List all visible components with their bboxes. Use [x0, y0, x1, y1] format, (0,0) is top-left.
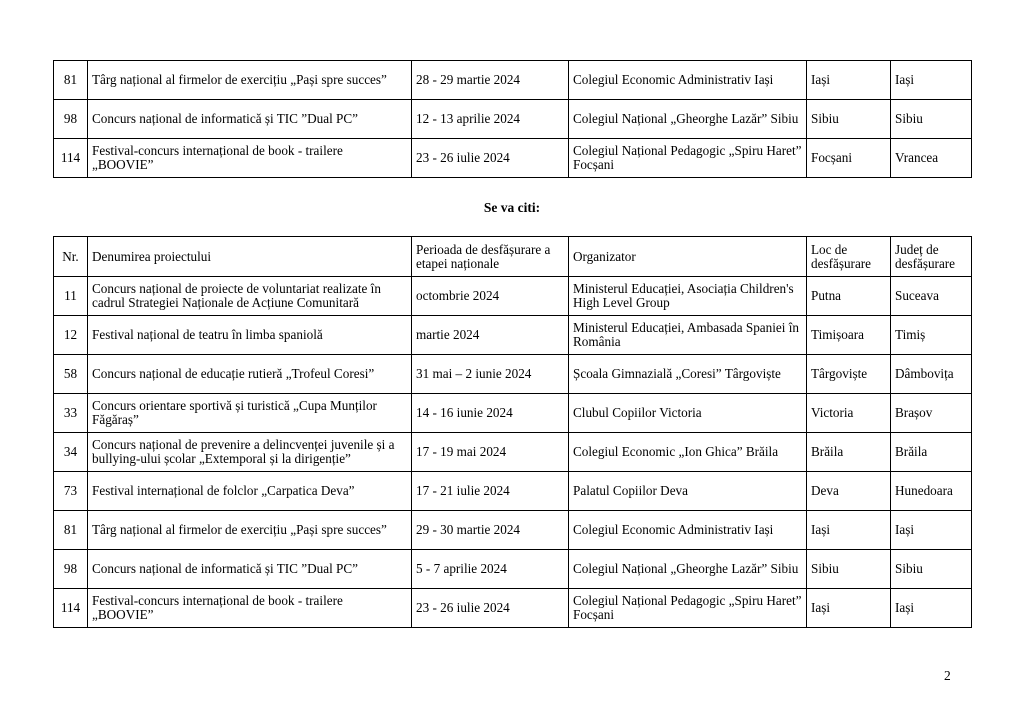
cell-county: Dâmbovița — [891, 355, 972, 394]
table-top — [53, 60, 972, 178]
table-row — [54, 355, 972, 394]
cell-organizer: Ministerul Educației, Ambasada Spaniei în România — [569, 316, 807, 355]
cell-county: Brăila — [891, 433, 972, 472]
cell-organizer: Colegiul Național „Gheorghe Lazăr” Sibiu — [569, 100, 807, 139]
cell-place: Putna — [807, 277, 891, 316]
cell-nr: 12 — [54, 316, 88, 355]
cell-nr: 114 — [54, 139, 88, 178]
cell-organizer: Clubul Copiilor Victoria — [569, 394, 807, 433]
cell-place: Iași — [807, 61, 891, 100]
cell-name: Festival internațional de folclor „Carpatica Deva” — [88, 472, 412, 511]
cell-period: 17 - 19 mai 2024 — [412, 433, 569, 472]
page-number: 2 — [944, 668, 951, 683]
table-row — [54, 433, 972, 472]
cell-county: Timiș — [891, 316, 972, 355]
cell-county: Iași — [891, 511, 972, 550]
table-row — [54, 316, 972, 355]
cell-organizer: Colegiul Național Pedagogic „Spiru Haret” Focșani — [569, 139, 807, 178]
header-name: Denumirea proiectului — [88, 237, 412, 277]
cell-county: Sibiu — [891, 550, 972, 589]
cell-period: octombrie 2024 — [412, 277, 569, 316]
cell-organizer: Colegiul Economic Administrativ Iași — [569, 61, 807, 100]
cell-name: Concurs național de educație rutieră „Trofeul Coresi” — [88, 355, 412, 394]
header-county: Județ de desfășurare — [891, 237, 972, 277]
cell-place: Sibiu — [807, 550, 891, 589]
cell-place: Deva — [807, 472, 891, 511]
cell-place: Brăila — [807, 433, 891, 472]
cell-nr: 81 — [54, 511, 88, 550]
table-row — [54, 511, 972, 550]
cell-organizer: Colegiul Economic „Ion Ghica” Brăila — [569, 433, 807, 472]
cell-name: Festival-concurs internațional de book - trailere „BOOVIE” — [88, 139, 412, 178]
cell-period: 28 - 29 martie 2024 — [412, 61, 569, 100]
cell-organizer: Colegiul Economic Administrativ Iași — [569, 511, 807, 550]
cell-organizer: Ministerul Educației, Asociația Children's High Level Group — [569, 277, 807, 316]
cell-nr: 81 — [54, 61, 88, 100]
cell-period: martie 2024 — [412, 316, 569, 355]
header-period: Perioada de desfășurare a etapei naționale — [412, 237, 569, 277]
cell-period: 23 - 26 iulie 2024 — [412, 139, 569, 178]
table-row — [54, 139, 972, 178]
cell-county: Vrancea — [891, 139, 972, 178]
cell-name: Târg național al firmelor de exercițiu „Pași spre succes” — [88, 61, 412, 100]
cell-nr: 58 — [54, 355, 88, 394]
cell-organizer: Colegiul Național „Gheorghe Lazăr” Sibiu — [569, 550, 807, 589]
cell-county: Sibiu — [891, 100, 972, 139]
cell-organizer: Palatul Copiilor Deva — [569, 472, 807, 511]
cell-period: 14 - 16 iunie 2024 — [412, 394, 569, 433]
cell-period: 29 - 30 martie 2024 — [412, 511, 569, 550]
cell-county: Iași — [891, 61, 972, 100]
cell-name: Festival național de teatru în limba spaniolă — [88, 316, 412, 355]
table-row — [54, 277, 972, 316]
cell-nr: 11 — [54, 277, 88, 316]
cell-place: Focșani — [807, 139, 891, 178]
cell-name: Concurs național de proiecte de voluntariat realizate în cadrul Strategiei Naționale de Acțiune Comunitară — [88, 277, 412, 316]
table-row — [54, 550, 972, 589]
cell-period: 23 - 26 iulie 2024 — [412, 589, 569, 628]
cell-nr: 98 — [54, 550, 88, 589]
table-row — [54, 100, 972, 139]
table-row — [54, 394, 972, 433]
cell-county: Suceava — [891, 277, 972, 316]
cell-place: Iași — [807, 511, 891, 550]
cell-period: 17 - 21 iulie 2024 — [412, 472, 569, 511]
table-bottom — [53, 236, 972, 628]
section-heading: Se va citi: — [483, 200, 541, 215]
cell-name: Concurs național de informatică și TIC ”Dual PC” — [88, 550, 412, 589]
cell-place: Iași — [807, 589, 891, 628]
cell-county: Iași — [891, 589, 972, 628]
cell-nr: 33 — [54, 394, 88, 433]
cell-name: Concurs național de prevenire a delincvenței juvenile și a bullying-ului școlar „Extemporal și la dirigenție” — [88, 433, 412, 472]
cell-county: Hunedoara — [891, 472, 972, 511]
table-header-row — [54, 237, 972, 277]
table-row — [54, 472, 972, 511]
cell-period: 5 - 7 aprilie 2024 — [412, 550, 569, 589]
cell-place: Timișoara — [807, 316, 891, 355]
cell-period: 31 mai – 2 iunie 2024 — [412, 355, 569, 394]
cell-name: Concurs orientare sportivă și turistică „Cupa Munților Făgăraș” — [88, 394, 412, 433]
cell-name: Târg național al firmelor de exercițiu „Pași spre succes” — [88, 511, 412, 550]
cell-nr: 98 — [54, 100, 88, 139]
cell-name: Festival-concurs internațional de book - trailere „BOOVIE” — [88, 589, 412, 628]
header-place: Loc de desfășurare — [807, 237, 891, 277]
cell-period: 12 - 13 aprilie 2024 — [412, 100, 569, 139]
cell-organizer: Școala Gimnazială „Coresi” Târgoviște — [569, 355, 807, 394]
header-organizer: Organizator — [569, 237, 807, 277]
cell-nr: 73 — [54, 472, 88, 511]
cell-county: Brașov — [891, 394, 972, 433]
header-nr: Nr. — [54, 237, 88, 277]
table-row — [54, 589, 972, 628]
cell-nr: 114 — [54, 589, 88, 628]
cell-place: Târgoviște — [807, 355, 891, 394]
cell-nr: 34 — [54, 433, 88, 472]
cell-name: Concurs național de informatică și TIC ”Dual PC” — [88, 100, 412, 139]
table-row — [54, 61, 972, 100]
cell-place: Sibiu — [807, 100, 891, 139]
cell-organizer: Colegiul Național Pedagogic „Spiru Haret” Focșani — [569, 589, 807, 628]
cell-place: Victoria — [807, 394, 891, 433]
